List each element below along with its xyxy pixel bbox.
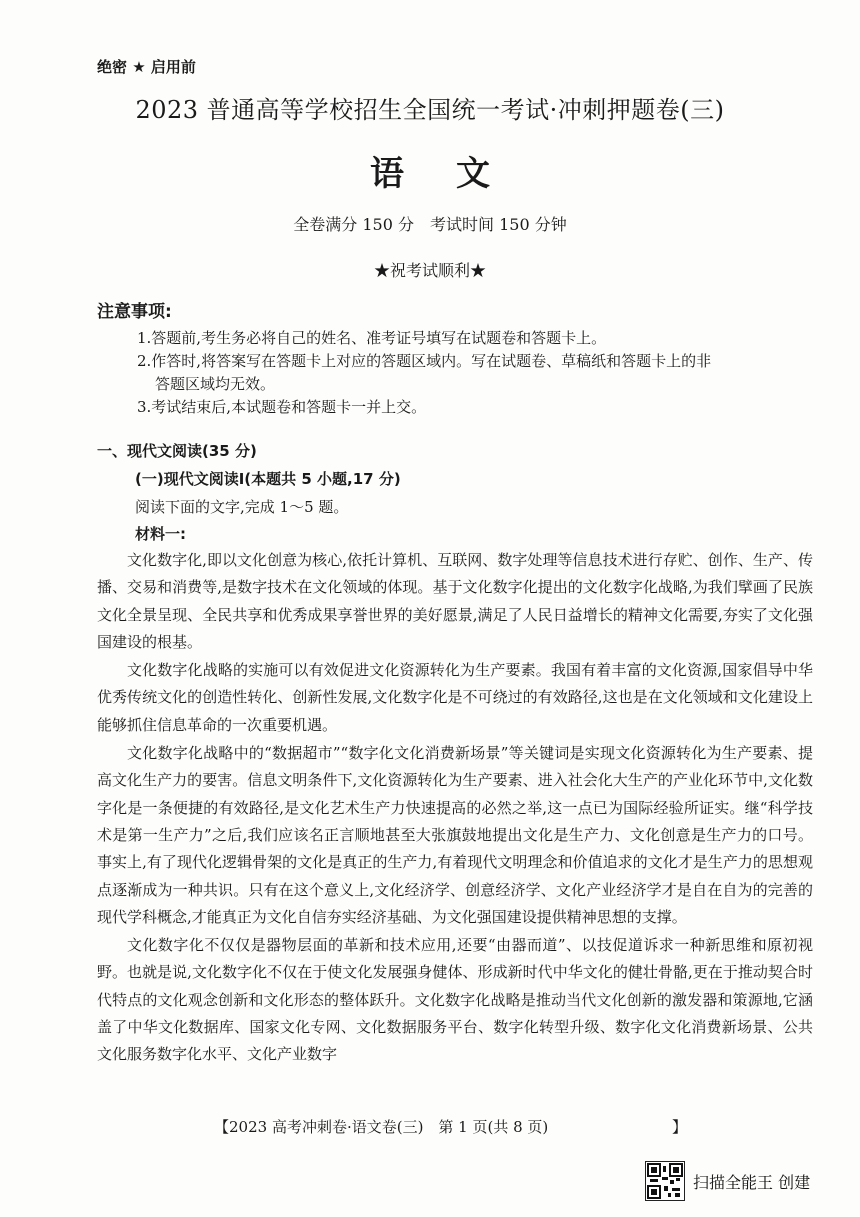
subsection-heading: (一)现代文阅读Ⅰ(本题共 5 小题,17 分) xyxy=(135,470,401,488)
notice-item xyxy=(137,350,817,396)
passage-paragraph: 文化数字化,即以文化创意为核心,依托计算机、互联网、数字处理等信息技术进行存贮、创作、生产、传播、交易和消费等,是数字技术在文化领域的体现。基于文化数字化提出的文化数字化战略,为我们擘画了民族文化全景呈现、全民共享和优秀成果享誉世界的美好愿景,满足了人民日益增长的精神文化需要,夯实了文化强国建设的根基。 xyxy=(97,551,813,651)
qr-code-icon xyxy=(645,1161,685,1201)
notice-item xyxy=(137,396,817,419)
subject-title: 语文 xyxy=(370,154,542,194)
material-label: 材料一: xyxy=(135,525,186,543)
notice-list xyxy=(137,327,817,419)
exam-title: 2023 普通高等学校招生全国统一考试·冲刺押题卷(三) xyxy=(135,96,725,124)
passage-paragraph: 文化数字化不仅仅是器物层面的革新和技术应用,还要“由器而道”、以技促道诉求一种新思维和原初视野。也就是说,文化数字化不仅在于使文化发展强身健体、形成新时代中华文化的健壮骨骼,更在于推动契合时代特点的文化观念创新和文化形态的整体跃升。文化数字化战略是推动当代文化创新的激发器和策源地,它涵盖了中华文化数据库、国家文化专网、文化数据服务平台、数字化转型升级、数字化文化消费新场景、公共文化服务数字化水平、文化产业数字 xyxy=(97,936,813,1064)
notice-item xyxy=(137,327,817,350)
reading-instruction: 阅读下面的文字,完成 1～5 题。 xyxy=(135,498,349,516)
notice-item-text: 1.答题前,考生务必将自己的姓名、准考证号填写在试题卷和答题卡上。 xyxy=(137,329,607,347)
score-time-line: 全卷满分 150 分 考试时间 150 分钟 xyxy=(293,215,567,234)
notice-heading: 注意事项: xyxy=(97,302,172,322)
good-luck-line: ★祝考试顺利★ xyxy=(373,261,486,280)
reading-passage xyxy=(97,547,813,1070)
passage-paragraph: 文化数字化战略中的“数据超市”“数字化文化消费新场景”等关键词是实现文化资源转化为生产要素、提高文化生产力的要害。信息文明条件下,文化资源转化为生产要素、进入社会化大生产的产业化环节中,文化数字化是一条便捷的有效路径,是文化艺术生产力快速提高的必然之举,这一点已为国际经验所证实。继“科学技术是第一生产力”之后,我们应该名正言顺地甚至大张旗鼓地提出文化是生产力、文化创意是生产力的口号。事实上,有了现代化逻辑骨架的文化是真正的生产力,有着现代文明理念和价值追求的文化才是生产力的思想观点逐渐成为一种共识。只有在这个意义上,文化经济学、创意经济学、文化产业经济学才是自在自为的完善的现代学科概念,才能真正为文化自信夯实经济基础、为文化强国建设提供精神思想的支撑。 xyxy=(97,744,813,926)
footer-bracket: 】 xyxy=(672,1118,688,1136)
notice-item-continuation: 答题区域均无效。 xyxy=(155,375,276,393)
section-heading: 一、现代文阅读(35 分) xyxy=(97,442,257,460)
page-footer xyxy=(214,1116,688,1137)
footer-text: 【2023 高考冲刺卷·语文卷(三) 第 1 页(共 8 页) xyxy=(214,1118,549,1136)
scanner-watermark xyxy=(645,1161,810,1201)
classified-label: 绝密 ★ 启用前 xyxy=(97,58,196,76)
notice-item-text: 2.作答时,将答案写在答题卡上对应的答题区域内。写在试题卷、草稿纸和答题卡上的非 xyxy=(137,352,712,370)
scanner-label: 扫描全能王 创建 xyxy=(693,1172,811,1192)
notice-item-text: 3.考试结束后,本试题卷和答题卡一并上交。 xyxy=(137,398,427,416)
passage-paragraph: 文化数字化战略的实施可以有效促进文化资源转化为生产要素。我国有着丰富的文化资源,国家倡导中华优秀传统文化的创造性转化、创新性发展,文化数字化是不可绕过的有效路径,这也是在文化领域和文化建设上能够抓住信息革命的一次重要机遇。 xyxy=(97,661,813,734)
